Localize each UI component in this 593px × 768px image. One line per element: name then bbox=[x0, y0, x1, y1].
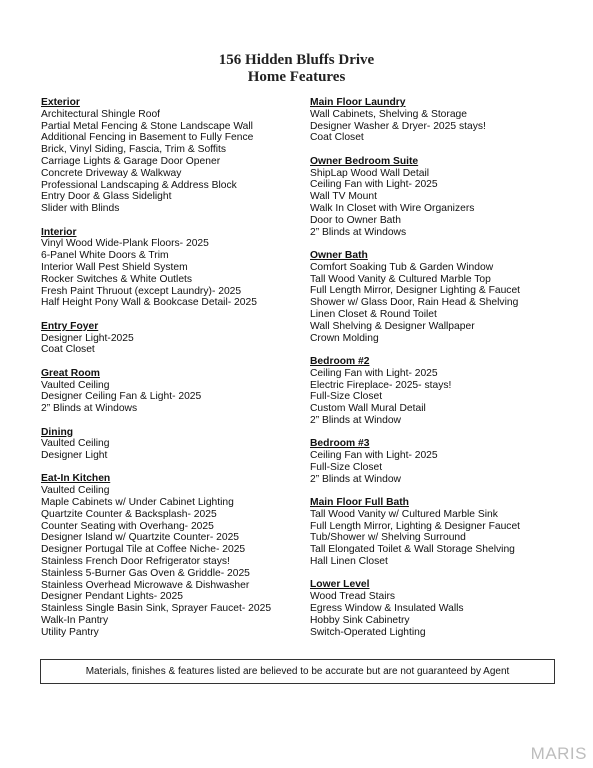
feature-item: Counter Seating with Overhang- 2025 bbox=[41, 520, 214, 532]
left-column bbox=[41, 97, 306, 650]
section-great-room bbox=[41, 368, 306, 415]
feature-item: Designer Light bbox=[41, 450, 108, 462]
feature-item: Stainless French Door Refrigerator stays! bbox=[41, 556, 230, 568]
feature-item: Designer Island w/ Quartzite Counter- 2025 bbox=[41, 532, 240, 544]
section-heading: Exterior bbox=[41, 97, 80, 108]
feature-item: Vaulted Ceiling bbox=[41, 379, 110, 391]
disclaimer-box bbox=[40, 659, 555, 684]
feature-item: Full-Size Closet bbox=[310, 461, 383, 473]
feature-item: Vaulted Ceiling bbox=[41, 438, 110, 450]
feature-item: Custom Wall Mural Detail bbox=[310, 403, 426, 415]
feature-item: Hall Linen Closet bbox=[310, 556, 388, 568]
feature-item: Professional Landscaping & Address Block bbox=[41, 179, 237, 191]
feature-item: Door to Owner Bath bbox=[310, 214, 401, 226]
section-heading: Main Floor Laundry bbox=[310, 97, 406, 108]
feature-item: Designer Portugal Tile at Coffee Niche- 2025 bbox=[41, 544, 246, 556]
feature-item: Wall Cabinets, Shelving & Storage bbox=[310, 108, 468, 120]
section-heading: Owner Bedroom Suite bbox=[310, 155, 419, 167]
disclaimer-text: Materials, finishes & features listed are believed to be accurate but are not guaranteed by Agent bbox=[85, 666, 510, 677]
section-heading: Bedroom #3 bbox=[310, 438, 370, 450]
feature-item: Coat Closet bbox=[41, 344, 95, 356]
feature-item: Wall Shelving & Designer Wallpaper bbox=[310, 320, 475, 332]
feature-item: Shower w/ Glass Door, Rain Head & Shelving bbox=[310, 297, 519, 309]
feature-item: 2” Blinds at Windows bbox=[41, 403, 138, 415]
feature-item: Stainless 5-Burner Gas Oven & Griddle- 2025 bbox=[41, 567, 250, 579]
feature-item: Egress Window & Insulated Walls bbox=[310, 603, 464, 615]
section-heading: Lower Level bbox=[310, 579, 370, 591]
section-entry-foyer bbox=[41, 321, 306, 356]
feature-item: Full Length Mirror, Designer Lighting & Faucet bbox=[310, 285, 521, 297]
feature-item: Designer Light-2025 bbox=[41, 332, 134, 344]
feature-item: Slider with Blinds bbox=[41, 203, 120, 215]
feature-item: Designer Pendant Lights- 2025 bbox=[41, 591, 183, 603]
feature-item: Interior Wall Pest Shield System bbox=[41, 261, 188, 273]
feature-item: Linen Closet & Round Toilet bbox=[310, 308, 437, 320]
section-heading: Eat-In Kitchen bbox=[41, 473, 111, 485]
feature-item: ShipLap Wood Wall Detail bbox=[310, 167, 430, 179]
feature-item: Ceiling Fan with Light- 2025 bbox=[310, 179, 438, 191]
section-heading: Entry Foyer bbox=[41, 320, 99, 332]
section-heading: Bedroom #2 bbox=[310, 355, 370, 367]
feature-item: Designer Washer & Dryer- 2025 stays! bbox=[310, 120, 486, 132]
feature-item: Tall Wood Vanity & Cultured Marble Top bbox=[310, 273, 491, 285]
feature-item: Crown Molding bbox=[310, 332, 379, 344]
feature-item: Vinyl Wood Wide-Plank Floors- 2025 bbox=[41, 238, 209, 250]
feature-item: Walk In Closet with Wire Organizers bbox=[310, 202, 475, 214]
feature-item: Partial Metal Fencing & Stone Landscape Wall bbox=[41, 120, 253, 132]
feature-item: Tall Wood Vanity w/ Cultured Marble Sink bbox=[310, 508, 498, 520]
feature-item: Stainless Overhead Microwave & Dishwasher bbox=[41, 579, 250, 591]
feature-item: Tub/Shower w/ Shelving Surround bbox=[310, 532, 466, 544]
feature-item: Full-Size Closet bbox=[310, 391, 383, 403]
feature-item: Concrete Driveway & Walkway bbox=[41, 167, 182, 179]
feature-item: Stainless Single Basin Sink, Sprayer Faucet- 2025 bbox=[41, 603, 272, 615]
watermark-logo: MARIS bbox=[530, 744, 587, 763]
feature-item: Hobby Sink Cabinetry bbox=[310, 614, 410, 626]
right-column bbox=[310, 97, 585, 650]
feature-item: Switch-Operated Lighting bbox=[310, 626, 426, 638]
section-dining bbox=[41, 427, 306, 462]
section-heading: Great Room bbox=[41, 367, 100, 379]
feature-item: Half Height Pony Wall & Bookcase Detail- 2025 bbox=[41, 297, 257, 309]
section-owner-bedroom-suite bbox=[310, 156, 585, 239]
feature-item: Coat Closet bbox=[310, 132, 364, 144]
feature-item: Comfort Soaking Tub & Garden Window bbox=[310, 261, 494, 273]
feature-item: 2” Blinds at Window bbox=[310, 473, 401, 485]
feature-item: Electric Fireplace- 2025- stays! bbox=[310, 379, 452, 391]
section-main-floor-full-bath bbox=[310, 497, 585, 568]
section-exterior bbox=[41, 97, 306, 215]
section-lower-level bbox=[310, 579, 585, 638]
section-owner-bath bbox=[310, 250, 585, 344]
feature-item: Brick, Vinyl Siding, Fascia, Trim & Soffits bbox=[41, 144, 227, 156]
document-title: 156 Hidden Bluffs Drive bbox=[218, 52, 375, 68]
feature-item: Quartzite Counter & Backsplash- 2025 bbox=[41, 508, 217, 520]
section-heading: Interior bbox=[41, 226, 77, 238]
feature-item: Ceiling Fan with Light- 2025 bbox=[310, 367, 438, 379]
feature-item: Ceiling Fan with Light- 2025 bbox=[310, 450, 438, 462]
feature-item: Carriage Lights & Garage Door Opener bbox=[41, 155, 221, 167]
section-bedroom-2 bbox=[310, 356, 585, 427]
feature-item: Utility Pantry bbox=[41, 626, 99, 638]
section-heading: Owner Bath bbox=[310, 249, 368, 261]
feature-item: Designer Ceiling Fan & Light- 2025 bbox=[41, 391, 202, 403]
feature-item: 2” Blinds at Windows bbox=[310, 226, 407, 238]
section-interior bbox=[41, 227, 306, 310]
feature-item: Walk-In Pantry bbox=[41, 615, 109, 627]
feature-item: Full Length Mirror, Lighting & Designer Faucet bbox=[310, 520, 521, 532]
section-bedroom-3 bbox=[310, 438, 585, 485]
document-subtitle: Home Features bbox=[247, 69, 346, 85]
feature-item: Additional Fencing in Basement to Fully Fence bbox=[41, 132, 254, 144]
feature-item: 6-Panel White Doors & Trim bbox=[41, 250, 169, 262]
section-heading: Main Floor Full Bath bbox=[310, 497, 409, 509]
feature-item: Entry Door & Glass Sidelight bbox=[41, 191, 172, 203]
section-eat-in-kitchen bbox=[41, 473, 306, 638]
feature-item: Tall Elongated Toilet & Wall Storage Shelving bbox=[310, 544, 515, 556]
feature-item: Maple Cabinets w/ Under Cabinet Lighting bbox=[41, 497, 234, 509]
feature-item: Vaulted Ceiling bbox=[41, 485, 110, 497]
section-main-floor-laundry bbox=[310, 97, 585, 144]
section-heading: Dining bbox=[41, 426, 74, 438]
feature-item: Architectural Shingle Roof bbox=[41, 108, 161, 120]
feature-item: 2” Blinds at Window bbox=[310, 414, 401, 426]
feature-item: Rocker Switches & White Outlets bbox=[41, 273, 193, 285]
feature-item: Wall TV Mount bbox=[310, 191, 377, 203]
feature-item: Wood Tread Stairs bbox=[310, 591, 396, 603]
feature-item: Fresh Paint Thruout (except Laundry)- 2025 bbox=[41, 285, 242, 297]
